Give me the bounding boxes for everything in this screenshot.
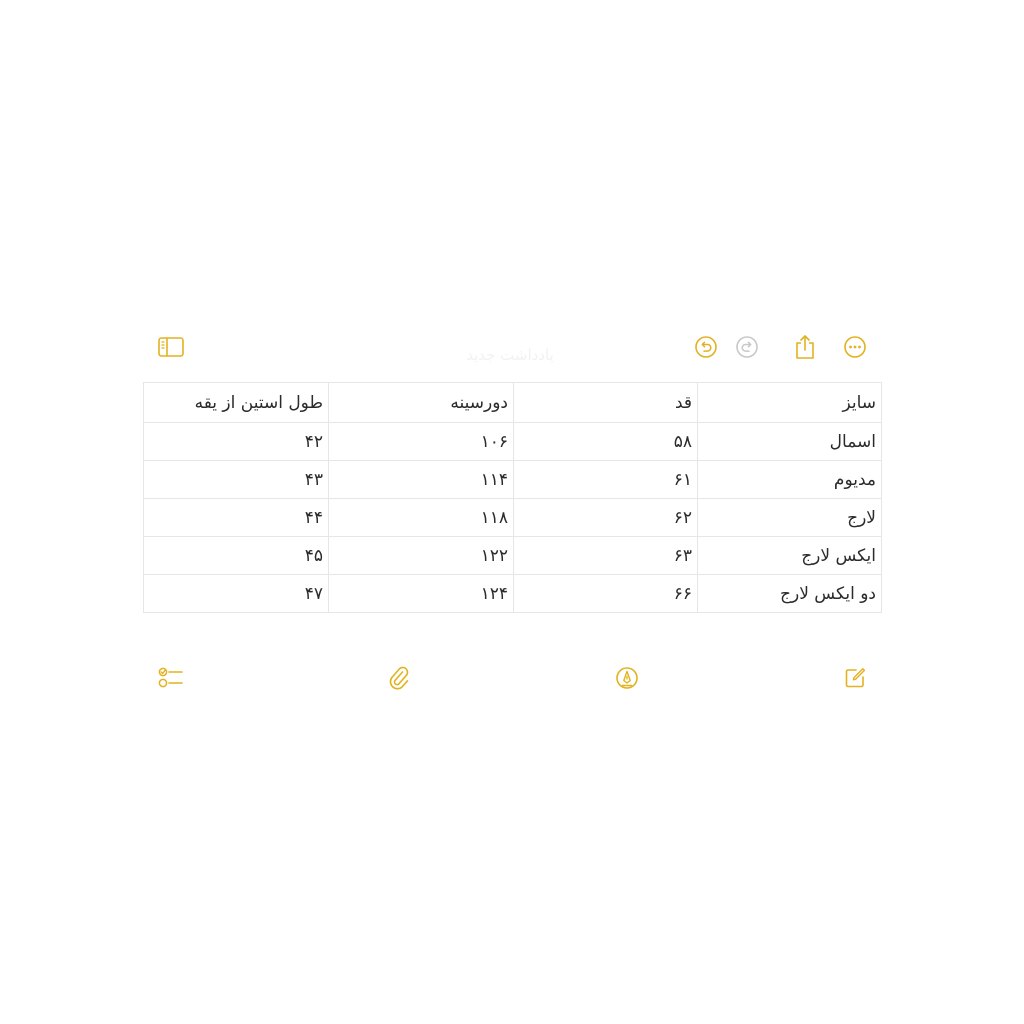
share-icon[interactable] — [791, 333, 819, 361]
redo-icon[interactable] — [733, 333, 761, 361]
table-cell[interactable]: ۱۲۲ — [329, 537, 514, 575]
table-cell[interactable]: ۱۱۸ — [329, 499, 514, 537]
table-cell[interactable]: دو ایکس لارج — [698, 575, 882, 613]
table-cell[interactable]: ۶۳ — [514, 537, 698, 575]
table-cell[interactable]: ایکس لارج — [698, 537, 882, 575]
checklist-icon[interactable] — [157, 664, 185, 692]
table-row — [144, 461, 882, 499]
paperclip-icon[interactable] — [385, 664, 413, 692]
table-cell[interactable]: ۱۰۶ — [329, 423, 514, 461]
compose-icon[interactable] — [841, 664, 869, 692]
note-title: یادداشت جدید — [466, 346, 554, 364]
table-cell[interactable]: لارج — [698, 499, 882, 537]
table-cell[interactable]: ۴۵ — [144, 537, 329, 575]
table-cell[interactable]: مدیوم — [698, 461, 882, 499]
table-cell[interactable]: ۴۲ — [144, 423, 329, 461]
table-cell[interactable]: اسمال — [698, 423, 882, 461]
table-header-cell[interactable]: دورسینه — [329, 383, 514, 423]
size-table[interactable] — [143, 382, 882, 613]
table-row — [144, 499, 882, 537]
sidebar-toggle-icon[interactable] — [157, 333, 185, 361]
table-cell[interactable]: ۱۲۴ — [329, 575, 514, 613]
table-row — [144, 423, 882, 461]
undo-icon[interactable] — [692, 333, 720, 361]
markup-pen-icon[interactable] — [613, 664, 641, 692]
table-cell[interactable]: ۴۴ — [144, 499, 329, 537]
table-header-cell[interactable]: قد — [514, 383, 698, 423]
table-cell[interactable]: ۴۷ — [144, 575, 329, 613]
table-cell[interactable]: ۶۲ — [514, 499, 698, 537]
table-cell[interactable]: ۱۱۴ — [329, 461, 514, 499]
table-cell[interactable]: ۶۱ — [514, 461, 698, 499]
table-row — [144, 537, 882, 575]
table-cell[interactable]: ۴۳ — [144, 461, 329, 499]
table-cell[interactable]: ۵۸ — [514, 423, 698, 461]
table-row — [144, 575, 882, 613]
table-header-cell[interactable]: سایز — [698, 383, 882, 423]
table-header-cell[interactable]: طول استین از یقه — [144, 383, 329, 423]
table-header-row — [144, 383, 882, 423]
table-cell[interactable]: ۶۶ — [514, 575, 698, 613]
more-ellipsis-icon[interactable] — [841, 333, 869, 361]
